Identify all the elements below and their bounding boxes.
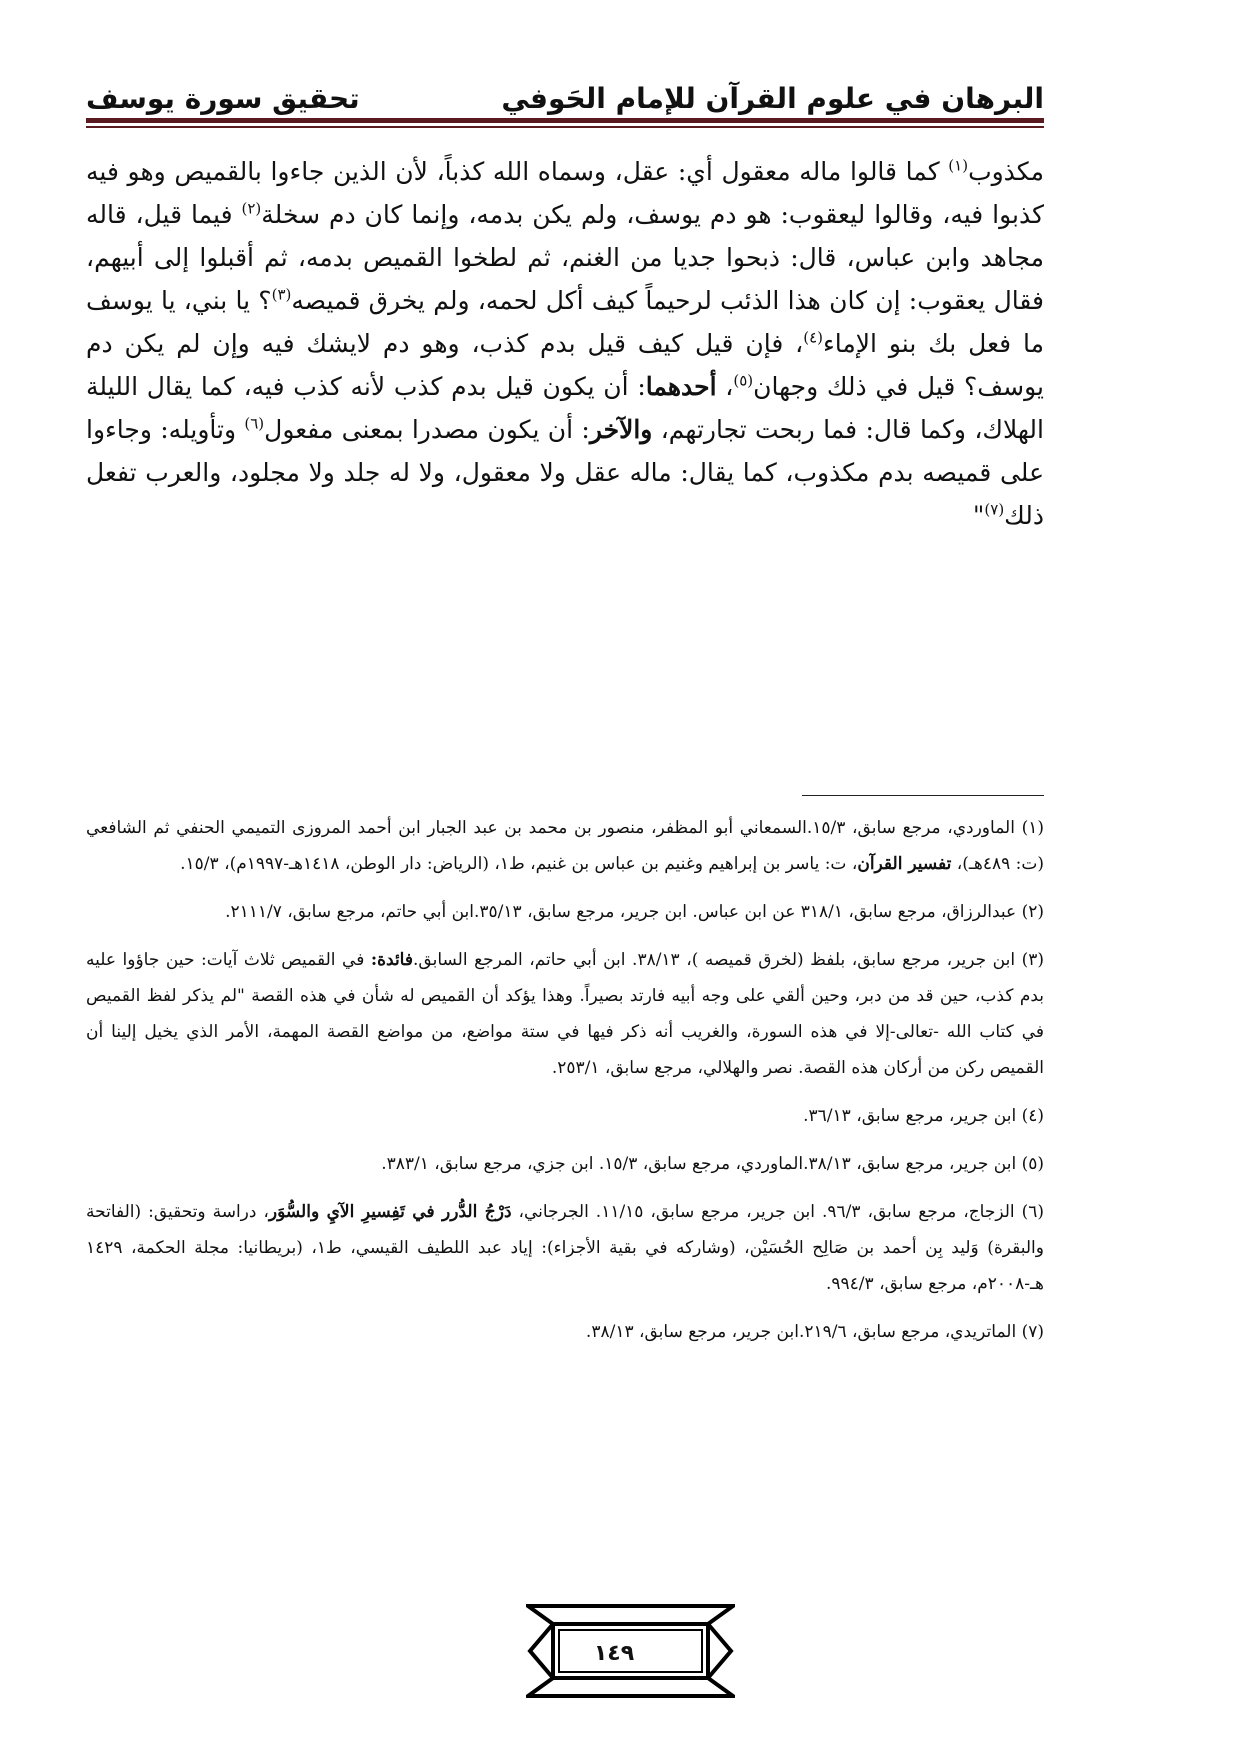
- footnote-ref[interactable]: (٥): [733, 371, 754, 390]
- footnote-ref[interactable]: (٤): [803, 328, 824, 347]
- book-title-bold: دَرْجُ الدُّرر في تَفِسيرِ الآيِ والسُّوَر: [268, 1202, 512, 1222]
- main-paragraph: [86, 150, 1044, 537]
- footnote-text: ، ت: ياسر بن إبراهيم وغنيم بن عباس بن غنيم، ط١، (الرياض: دار الوطن، ١٤١٨هـ-١٩٩٧م)، ١٥/٣.: [180, 854, 858, 874]
- book-title-bold: تفسير القرآن: [857, 854, 952, 874]
- footnote-ref[interactable]: (٣): [271, 285, 292, 304]
- text-run: : أن يكون مصدرا بمعنى مفعول: [264, 415, 590, 444]
- header-rule-thin: [86, 126, 1044, 128]
- footnote-text: (٦) الزجاج، مرجع سابق، ٩٦/٣. ابن جرير، مرجع سابق، ١١/١٥. الجرجاني،: [511, 1202, 1045, 1222]
- footnote-text: في القميص ثلاث آيات: حين جاؤوا عليه بدم كذب، حين قد من دبر، وحين ألقي على وجه أبيه فارتد بصيراً. وهذا يؤكد أن القميص له شأن في هذه القصة "لم يذكر لفظ القميص في كتاب الله -تعالى-إلا في هذه السورة، والغريب أنه ذكر فيها في ستة مواضع، من مواضع القصة المهمة، الأمر الذي يخيل إلينا أن القميص ركن من أركان هذه القصة. نصر والهلالي، مرجع سابق، ٢٥٣/١.: [86, 950, 1044, 1078]
- footnotes: [86, 810, 1044, 1362]
- footnote-4: (٤) ابن جرير، مرجع سابق، ٣٦/١٣.: [803, 1106, 1044, 1126]
- running-header: [86, 70, 1044, 116]
- footnote-text: (٣) ابن جرير، مرجع سابق، بلفظ (لخرق قميصه )، ٣٨/١٣. ابن أبي حاتم، المرجع السابق.: [413, 950, 1044, 970]
- footnote-ref[interactable]: (٧): [984, 500, 1005, 519]
- footnote-text: (١) الماوردي، مرجع سابق، ١٥/٣.السمعاني أبو المظفر، منصور بن محمد بن عبد الجبار ابن أحمد المروزى التميمي الحنفي ثم الشافعي (ت: ٤٨٩هـ)،: [86, 818, 1044, 874]
- page-number: ١٤٩: [593, 1640, 635, 1666]
- footnote-5: (٥) ابن جرير، مرجع سابق، ٣٨/١٣.الماوردي، مرجع سابق، ١٥/٣. ابن جزي، مرجع سابق، ٣٨٣/١.: [381, 1154, 1044, 1174]
- text-run: فيما قيل، قاله مجاهد وابن عباس، قال: ذبحوا جديا من الغنم، ثم لطخوا القميص بدمه، ثم أقبلوا إلى أبيهم، فقال يعقوب: إن كان هذا الذئب لرحيماً كيف أكل لحمه، ولم يخرق قميصه: [86, 200, 1044, 315]
- text-run: ،: [716, 372, 734, 401]
- text-run: كما قالوا ماله معقول أي: عقل، وسماه الله كذباً، لأن الذين جاءوا بالقميص وهو فيه كذبوا فيه، وقالوا ليعقوب: هو دم يوسف، ولم يكن بدمه، وإنما كان دم سخلة: [86, 157, 1045, 229]
- text-run: مكذوب: [968, 157, 1044, 186]
- book-title: البرهان في علوم القرآن للإمام الحَوفي: [501, 82, 1044, 115]
- section-title: تحقيق سورة يوسف: [86, 82, 360, 115]
- text-run: ، فإن قيل كيف قيل بدم كذب، وهو دم لايشك فيه وإن لم يكن دم يوسف؟ قيل في ذلك وجهان: [86, 329, 1045, 401]
- main-text: [86, 150, 1044, 537]
- bold-term: أحدهما: [645, 372, 717, 401]
- footnote-2: (٢) عبدالرزاق، مرجع سابق، ٣١٨/١ عن ابن عباس. ابن جرير، مرجع سابق، ٣٥/١٣.ابن أبي حاتم، مرجع سابق، ٢١١١/٧.: [225, 902, 1044, 922]
- footnote-7: (٧) الماتريدي، مرجع سابق، ٢١٩/٦.ابن جرير، مرجع سابق، ٣٨/١٣.: [585, 1322, 1044, 1342]
- footnote-ref[interactable]: (٢): [241, 199, 262, 218]
- footnote-ref[interactable]: (٦): [244, 414, 265, 433]
- text-run: ؟ يا بني، يا يوسف ما فعل بك بنو الإماء: [86, 286, 1044, 358]
- footnote-1: [86, 810, 1044, 882]
- footnote-text: ، دراسة وتحقيق: (الفاتحة والبقرة) وَليد بِن أحمد بن صَالِح الحُسَيْن، (وشاركه في بقية الأجزاء): إياد عبد اللطيف القيسي، ط١، (بريطانيا: مجلة الحكمة، ١٤٢٩ هـ-٢٠٠٨م، مرجع سابق، ٩٩٤/٣.: [86, 1202, 1044, 1294]
- footnote-6: [86, 1194, 1044, 1302]
- header-rule: [86, 118, 1044, 123]
- footnote-3: [86, 942, 1044, 1086]
- bold-term: والآخر: [589, 415, 653, 444]
- footnote-separator: [802, 795, 1044, 796]
- text-run: : أن يكون قيل بدم كذب لأنه كذب فيه، كما يقال الليلة الهلاك، وكما قال: فما ربحت تجارتهم،: [86, 372, 1044, 444]
- text-run: وتأويله: وجاءوا على قميصه بدم مكذوب، كما يقال: ماله عقل ولا معقول، ولا له جلد ولا مجلود، والعرب تفعل ذلك: [86, 415, 1044, 530]
- footnote-ref[interactable]: (١): [948, 156, 969, 175]
- text-run: ": [972, 501, 985, 530]
- bold-term: فائدة:: [370, 950, 413, 970]
